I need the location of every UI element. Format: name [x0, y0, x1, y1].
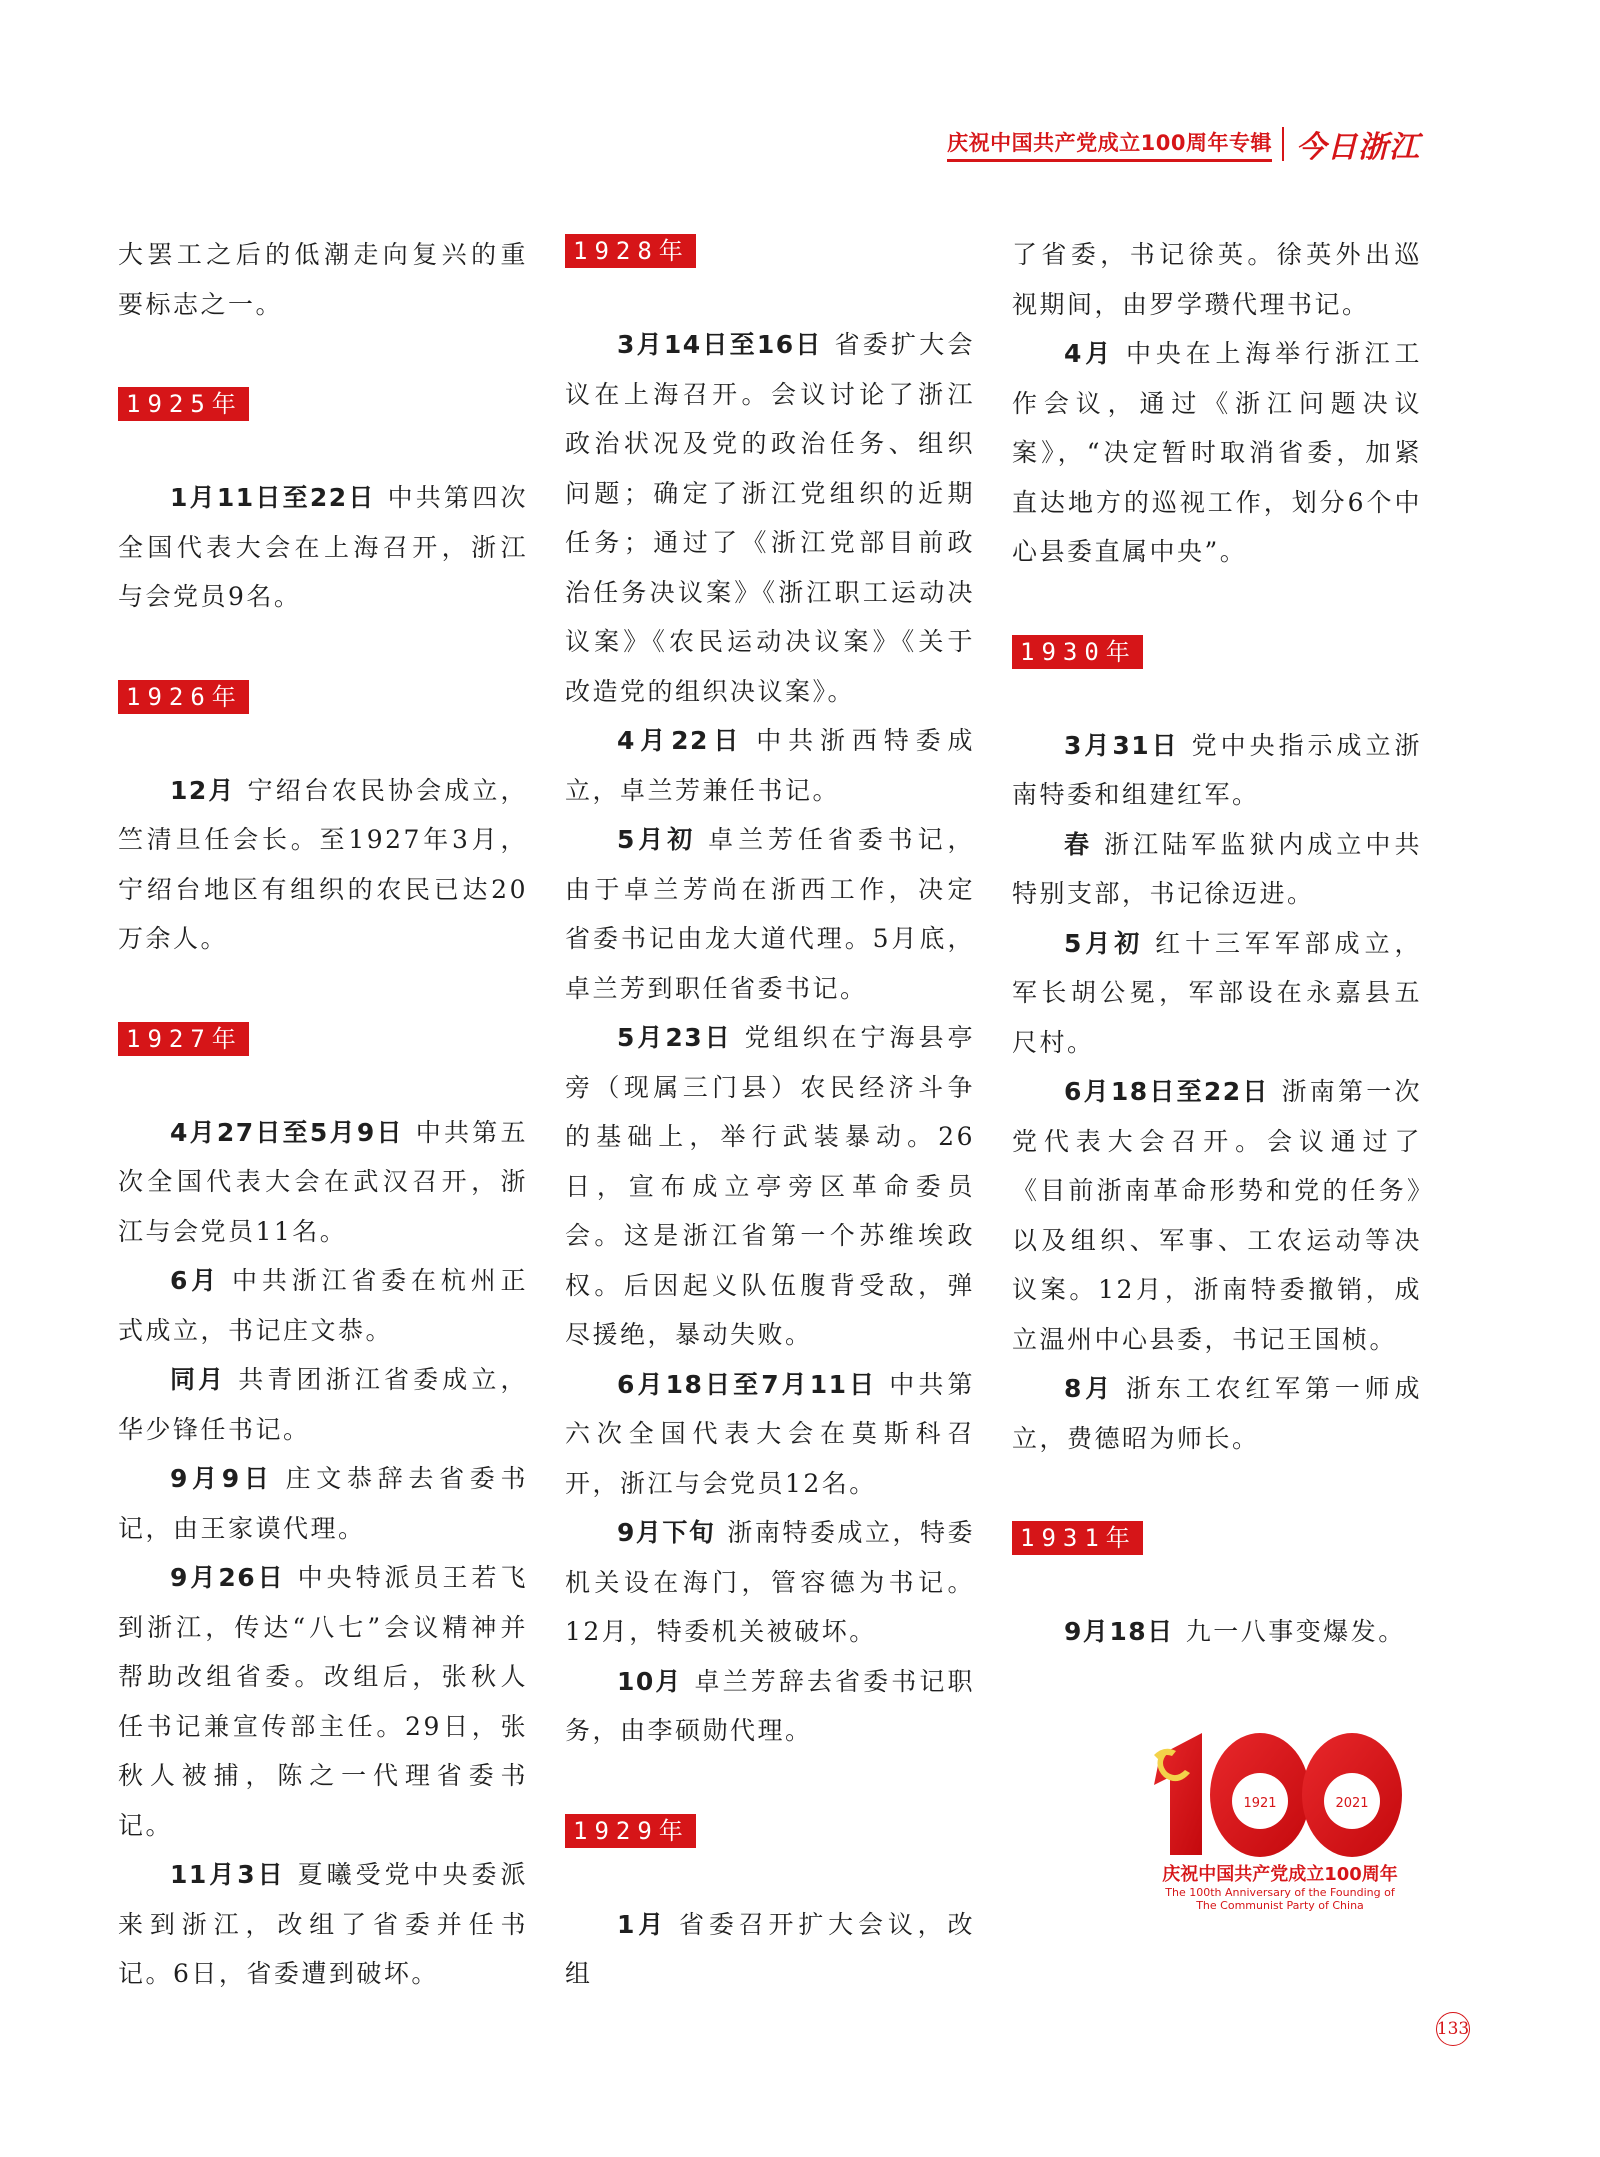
chronology-entry — [118, 473, 528, 622]
entry-text: 浙南特委成立，特委机关设在海门，管容德为书记。12月，特委机关被破坏。 — [565, 1518, 975, 1646]
emblem-year-right: 2021 — [1335, 1796, 1369, 1811]
continued-text — [1012, 230, 1422, 329]
year-heading: 1927年 — [118, 1022, 249, 1056]
entry-text: 九一八事变爆发。 — [1185, 1617, 1406, 1646]
chronology-entry — [1012, 1067, 1422, 1364]
chronology-entry — [1012, 820, 1422, 919]
entry-text: 中共第六次全国代表大会在莫斯科召开，浙江与会党员12名。 — [565, 1369, 975, 1498]
magazine-logo: 今日浙江 — [1296, 130, 1420, 165]
chronology-entry — [565, 815, 975, 1013]
page-number: 133 — [1436, 2012, 1470, 2046]
year-heading: 1929年 — [565, 1814, 696, 1848]
entry-text: 夏曦受党中央委派来到浙江，改组了省委并任书记。6日，省委遭到破坏。 — [118, 1860, 528, 1988]
entry-text: 大罢工之后的低潮走向复兴的重要标志之一。 — [118, 240, 528, 319]
chronology-entry — [565, 1508, 975, 1657]
emblem-caption-en-line2: The Communist Party of China — [1196, 1899, 1364, 1912]
entry-text: 中共第四次全国代表大会在上海召开，浙江与会党员9名。 — [118, 483, 528, 611]
chronology-entry — [1012, 721, 1422, 820]
entry-text: 浙江陆军监狱内成立中共特别支部，书记徐迈进。 — [1012, 829, 1422, 908]
year-heading: 1930年 — [1012, 635, 1143, 669]
chronology-entry — [1012, 1607, 1422, 1657]
chronology-entry — [1012, 329, 1422, 577]
entry-date: 9月26日 — [170, 1563, 286, 1592]
column-left — [118, 230, 528, 1999]
chronology-entry — [565, 716, 975, 815]
chronology-entry — [565, 1657, 975, 1756]
entry-text: 宁绍台农民协会成立，竺清旦任会长。至1927年3月，宁绍台地区有组织的农民已达20万余人。 — [118, 775, 528, 953]
entry-date: 6月18日至22日 — [1064, 1077, 1270, 1106]
entry-text: 中共浙西特委成立，卓兰芳兼任书记。 — [565, 726, 975, 805]
entry-date: 9月下旬 — [617, 1518, 716, 1547]
entry-text: 党组织在宁海县亭旁（现属三门县）农民经济斗争的基础上，举行武装暴动。26日，宣布成立亭旁区革命委员会。这是浙江省第一个苏维埃政权。后因起义队伍腹背受敌，弹尽援绝，暴动失败。 — [565, 1023, 975, 1349]
header-title: 庆祝中国共产党成立100周年专辑 — [947, 127, 1272, 162]
chronology-entry — [1012, 919, 1422, 1068]
column-right — [1012, 230, 1422, 1657]
emblem-caption-en — [1140, 1886, 1420, 1912]
entry-text: 浙南第一次党代表大会召开。会议通过了《目前浙南革命形势和党的任务》以及组织、军事、工农运动等决议案。12月，浙南特委撤销，成立温州中心县委，书记王国桢。 — [1012, 1077, 1422, 1354]
chronology-entry — [565, 1360, 975, 1509]
chronology-entry — [565, 1900, 975, 1999]
chronology-entry — [118, 766, 528, 964]
entry-date: 5月初 — [617, 825, 697, 854]
entry-date: 4月 — [1064, 339, 1115, 368]
chronology-entry — [565, 1013, 975, 1360]
page-header — [0, 122, 1420, 166]
entry-text: 中共浙江省委在杭州正式成立，书记庄文恭。 — [118, 1266, 528, 1345]
entry-text: 中央在上海举行浙江工作会议，通过《浙江问题决议案》，“决定暂时取消省委，加紧直达地方的巡视工作，划分6个中心县委直属中央”。 — [1012, 339, 1422, 566]
entry-date: 3月14日至16日 — [617, 330, 823, 359]
entry-date: 9月18日 — [1064, 1617, 1174, 1646]
entry-date: 5月初 — [1064, 928, 1144, 958]
entry-date: 同月 — [170, 1365, 227, 1394]
entry-date: 6月 — [170, 1266, 221, 1295]
emblem-year-left: 1921 — [1243, 1796, 1277, 1811]
chronology-entry — [118, 1108, 528, 1257]
entry-date: 12月 — [170, 775, 236, 805]
entry-date: 1月 — [617, 1909, 668, 1939]
entry-text: 卓兰芳辞去省委书记职务，由李硕勋代理。 — [565, 1666, 975, 1745]
chronology-entry — [118, 1850, 528, 1999]
column-middle — [565, 230, 975, 1999]
year-heading: 1925年 — [118, 387, 249, 421]
entry-date: 9月9日 — [170, 1464, 274, 1493]
entry-text: 红十三军军部成立，军长胡公冕，军部设在永嘉县五尺村。 — [1012, 928, 1422, 1057]
chronology-entry — [118, 1454, 528, 1553]
emblem-caption-cn: 庆祝中国共产党成立100周年 — [1162, 1864, 1398, 1885]
entry-date: 5月23日 — [617, 1023, 733, 1052]
entry-text: 卓兰芳任省委书记，由于卓兰芳尚在浙西工作，决定省委书记由龙大道代理。5月底，卓兰芳到职任省委书记。 — [565, 825, 975, 1003]
chronology-entry — [565, 320, 975, 716]
year-heading: 1928年 — [565, 234, 696, 268]
header-divider — [1282, 127, 1284, 161]
entry-text: 共青团浙江省委成立，华少锋任书记。 — [118, 1365, 528, 1444]
entry-text: 党中央指示成立浙南特委和组建红军。 — [1012, 730, 1422, 809]
entry-text: 浙东工农红军第一师成立，费德昭为师长。 — [1012, 1374, 1422, 1453]
entry-text: 省委扩大会议在上海召开。会议讨论了浙江政治状况及党的政治任务、组织问题；确定了浙江党组织的近期任务；通过了《浙江党部目前政治任务决议案》《浙江职工运动决议案》《农民运动决议案》《关于改造党的组织决议案》。 — [565, 330, 975, 706]
entry-date: 8月 — [1064, 1374, 1115, 1403]
entry-date: 10月 — [617, 1666, 683, 1696]
entry-date: 1月11日至22日 — [170, 483, 376, 512]
chronology-entry — [118, 1553, 528, 1850]
continued-text — [118, 230, 528, 329]
entry-date: 11月3日 — [170, 1860, 286, 1889]
entry-text: 中共第五次全国代表大会在武汉召开，浙江与会党员11名。 — [118, 1117, 528, 1246]
entry-date: 6月18日至7月11日 — [617, 1369, 878, 1399]
entry-text: 了省委，书记徐英。徐英外出巡视期间，由罗学瓒代理书记。 — [1012, 240, 1422, 319]
chronology-entry — [118, 1256, 528, 1355]
entry-date: 春 — [1064, 829, 1093, 859]
emblem-caption-en-line1: The 100th Anniversary of the Founding of — [1165, 1886, 1395, 1899]
year-heading: 1931年 — [1012, 1521, 1143, 1555]
entry-date: 4月27日至5月9日 — [170, 1117, 404, 1147]
entry-text: 省委召开扩大会议，改组 — [565, 1909, 975, 1988]
entry-text: 中央特派员王若飞到浙江，传达“八七”会议精神并帮助改组省委。改组后，张秋人任书记兼宣传部主任。29日，张秋人被捕，陈之一代理省委书记。 — [118, 1563, 528, 1840]
year-heading: 1926年 — [118, 680, 249, 714]
entry-date: 3月31日 — [1064, 730, 1180, 760]
chronology-entry — [1012, 1364, 1422, 1463]
entry-date: 4月22日 — [617, 726, 745, 755]
entry-text: 庄文恭辞去省委书记，由王家谟代理。 — [118, 1464, 528, 1543]
chronology-entry — [118, 1355, 528, 1454]
